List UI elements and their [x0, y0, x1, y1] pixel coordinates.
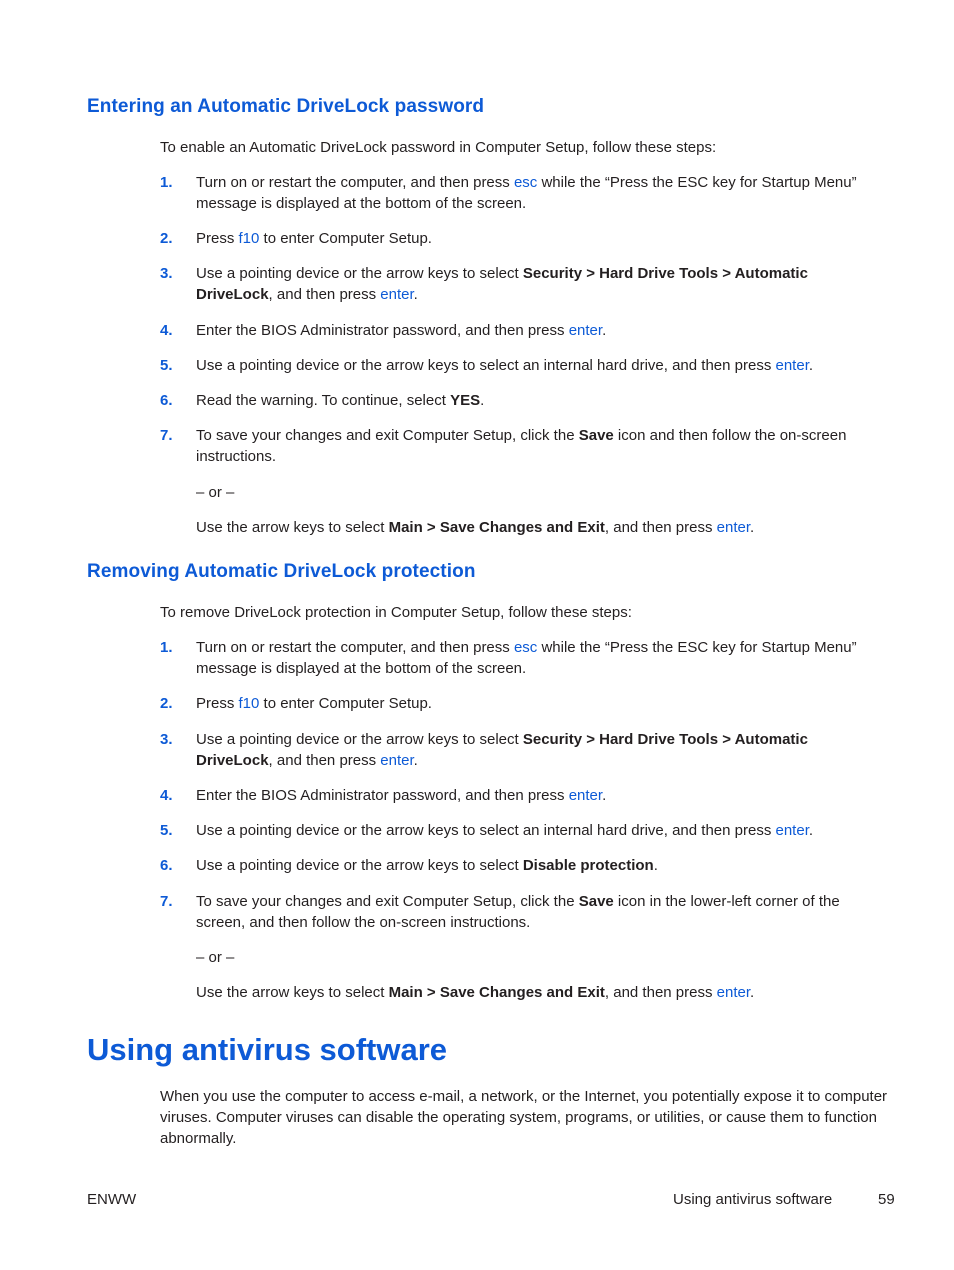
- step-number: 7.: [160, 893, 173, 910]
- icon-name: Save: [578, 893, 614, 910]
- list-item: [160, 263, 890, 305]
- alternative-step: Use the arrow keys to select Main > Save Changes and Exit, and then press enter.: [196, 519, 755, 536]
- key-name: enter: [380, 286, 414, 303]
- section-heading-removing-protection: Removing Automatic DriveLock protection: [87, 561, 476, 582]
- step-text: Turn on or restart the computer, and then press esc while the “Press the ESC key for Startup Menu” message is displayed at the bottom of the screen.: [196, 174, 857, 212]
- key-name: esc: [513, 174, 538, 191]
- step-text: Use a pointing device or the arrow keys to select an internal hard drive, and then press enter.: [196, 357, 814, 374]
- list-item: [160, 425, 890, 467]
- step-text: Use a pointing device or the arrow keys to select an internal hard drive, and then press enter.: [196, 822, 814, 839]
- step-text: Turn on or restart the computer, and then press esc while the “Press the ESC key for Startup Menu” message is displayed at the bottom of the screen.: [196, 639, 857, 677]
- list-item: [160, 320, 890, 341]
- section-intro: To enable an Automatic DriveLock password in Computer Setup, follow these steps:: [160, 139, 717, 156]
- option-name: YES: [450, 392, 481, 409]
- step-number: 5.: [160, 822, 173, 839]
- list-item: [160, 729, 890, 771]
- step-number: 6.: [160, 392, 173, 409]
- step-number: 2.: [160, 230, 173, 247]
- list-item: [160, 637, 890, 679]
- key-name: f10: [238, 695, 260, 712]
- list-item: [160, 785, 890, 806]
- key-name: enter: [716, 984, 751, 1001]
- step-text: Read the warning. To continue, select YES.: [196, 392, 485, 409]
- footer-title: Using antivirus software: [673, 1191, 833, 1208]
- step-text: To save your changes and exit Computer Setup, click the Save icon and then follow the on-screen instructions.: [196, 427, 847, 465]
- key-name: f10: [238, 230, 260, 247]
- body-paragraph: When you use the computer to access e-mail, a network, or the Internet, you potentially expose it to computer viruses. Computer viruses can disable the operating system, programs, or utilities, or cause them to function abnormally.: [160, 1088, 888, 1147]
- or-separator: – or –: [196, 949, 235, 966]
- section-heading-entering-password: Entering an Automatic DriveLock password: [87, 96, 485, 117]
- step-number: 4.: [160, 787, 173, 804]
- list-item: [160, 693, 890, 714]
- step-number: 3.: [160, 731, 173, 748]
- page-number: 59: [878, 1191, 895, 1208]
- step-number: 2.: [160, 695, 173, 712]
- key-name: enter: [568, 322, 603, 339]
- menu-path: Main > Save Changes and Exit: [388, 519, 605, 536]
- list-item: [160, 172, 890, 214]
- list-item: [160, 820, 890, 841]
- step-text: Use a pointing device or the arrow keys to select Security > Hard Drive Tools > Automatic DriveLock, and then press enter.: [196, 731, 808, 769]
- icon-name: Save: [578, 427, 614, 444]
- option-name: Disable protection: [522, 857, 654, 874]
- step-number: 4.: [160, 322, 173, 339]
- list-item: [160, 355, 890, 376]
- step-number: 3.: [160, 265, 173, 282]
- key-name: enter: [775, 357, 809, 374]
- menu-path: Security > Hard Drive Tools > Automatic DriveLock: [196, 731, 808, 769]
- alternative-step: Use the arrow keys to select Main > Save Changes and Exit, and then press enter.: [196, 984, 755, 1001]
- step-number: 6.: [160, 857, 173, 874]
- key-name: enter: [775, 822, 809, 839]
- menu-path: Main > Save Changes and Exit: [388, 984, 605, 1001]
- step-text: To save your changes and exit Computer Setup, click the Save icon in the lower-left corner of the screen, and then follow the on-screen instructions.: [196, 893, 840, 931]
- step-number: 7.: [160, 427, 173, 444]
- key-name: esc: [513, 639, 538, 656]
- list-item: [160, 855, 890, 876]
- menu-path: Security > Hard Drive Tools > Automatic DriveLock: [196, 265, 808, 303]
- list-item: [160, 891, 890, 933]
- step-number: 5.: [160, 357, 173, 374]
- step-number: 1.: [160, 174, 173, 191]
- step-text: Enter the BIOS Administrator password, and then press enter.: [196, 322, 607, 339]
- footer-left: ENWW: [87, 1191, 137, 1208]
- section-intro: To remove DriveLock protection in Computer Setup, follow these steps:: [160, 604, 632, 621]
- step-text: Use a pointing device or the arrow keys to select Security > Hard Drive Tools > Automatic DriveLock, and then press enter.: [196, 265, 808, 303]
- step-text: Press f10 to enter Computer Setup.: [196, 230, 432, 247]
- list-item: [160, 228, 890, 249]
- key-name: enter: [380, 752, 414, 769]
- step-text: Enter the BIOS Administrator password, and then press enter.: [196, 787, 607, 804]
- step-text: Press f10 to enter Computer Setup.: [196, 695, 432, 712]
- or-separator: – or –: [196, 484, 235, 501]
- step-number: 1.: [160, 639, 173, 656]
- key-name: enter: [716, 519, 751, 536]
- page-title: Using antivirus software: [87, 1032, 448, 1067]
- list-item: [160, 390, 890, 411]
- key-name: enter: [568, 787, 603, 804]
- step-text: Use a pointing device or the arrow keys to select Disable protection.: [196, 857, 658, 874]
